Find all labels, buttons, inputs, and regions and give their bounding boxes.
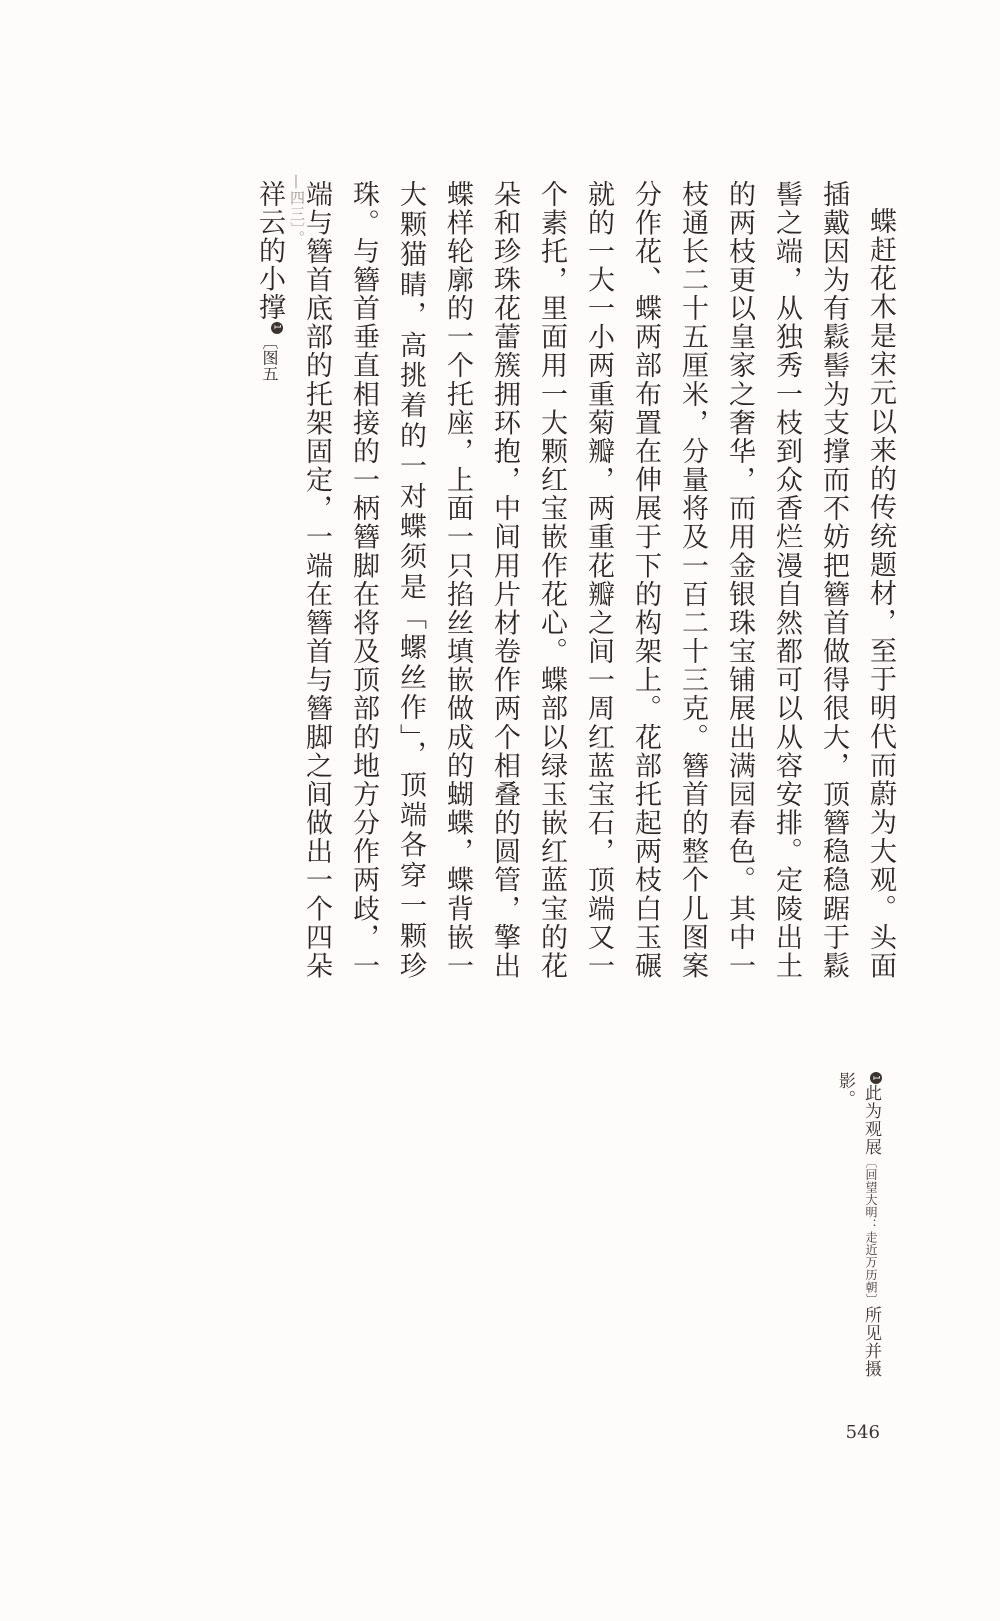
body-text-main: 蝶赶花木是宋元以来的传统题材，至于明代而蔚为大观。头面插戴因为有鬏髻为支撑而不妨把簪首做得很大，顶簪稳稳踞于鬏髻之端，从独秀一枝到众香烂漫自然都可以从容安排。定陵出土的两枝更以皇家之奢华，而用金银珠宝铺展出满园春色。其中一枝通长二十五厘米，分量将及一百二十三克。簪首的整个儿图案分作花、蝶两部布置在伸展于下的构架上。花部托起两枝白玉碾就的一大一小两重菊瓣，两重花瓣之间一周红蓝宝石，顶端又一个素托，里面用一大颗红宝嵌作花心。蝶部以绿玉嵌红蓝宝的花朵和珍珠花蕾簇拥环抱，中间用片材卷作两个相叠的圆管，擎出蝶样轮廓的一个托座，上面一只掐丝填嵌做成的蝴蝶，蝶背嵌一大颗猫睛，高挑着的一对蝶须是「螺丝作」，顶端各穿一颗珍珠。与簪首垂直相接的一柄簪脚在将及顶部的地方分作两歧，一端与簪首底部的托架固定，一端在簪首与簪脚之间做出一个四朵祥云的小撑 — [254, 180, 896, 980]
footnote-text-after: 所见并摄影。 — [835, 1072, 881, 1378]
page-number: 546 — [845, 1422, 880, 1443]
footnote-text-before: 此为观展 — [861, 1084, 881, 1156]
figure-reference-continuation: —四三〕。 — [288, 174, 306, 247]
footnote-exhibit-title: 〔回望大明：走近万历朝〕 — [864, 1156, 878, 1306]
footnote-number-icon: 1 — [870, 1072, 882, 1084]
figure-reference: 〔图五 — [260, 333, 279, 382]
footnote-marker[interactable]: 1 — [271, 322, 283, 334]
footnote — [804, 1072, 884, 1402]
